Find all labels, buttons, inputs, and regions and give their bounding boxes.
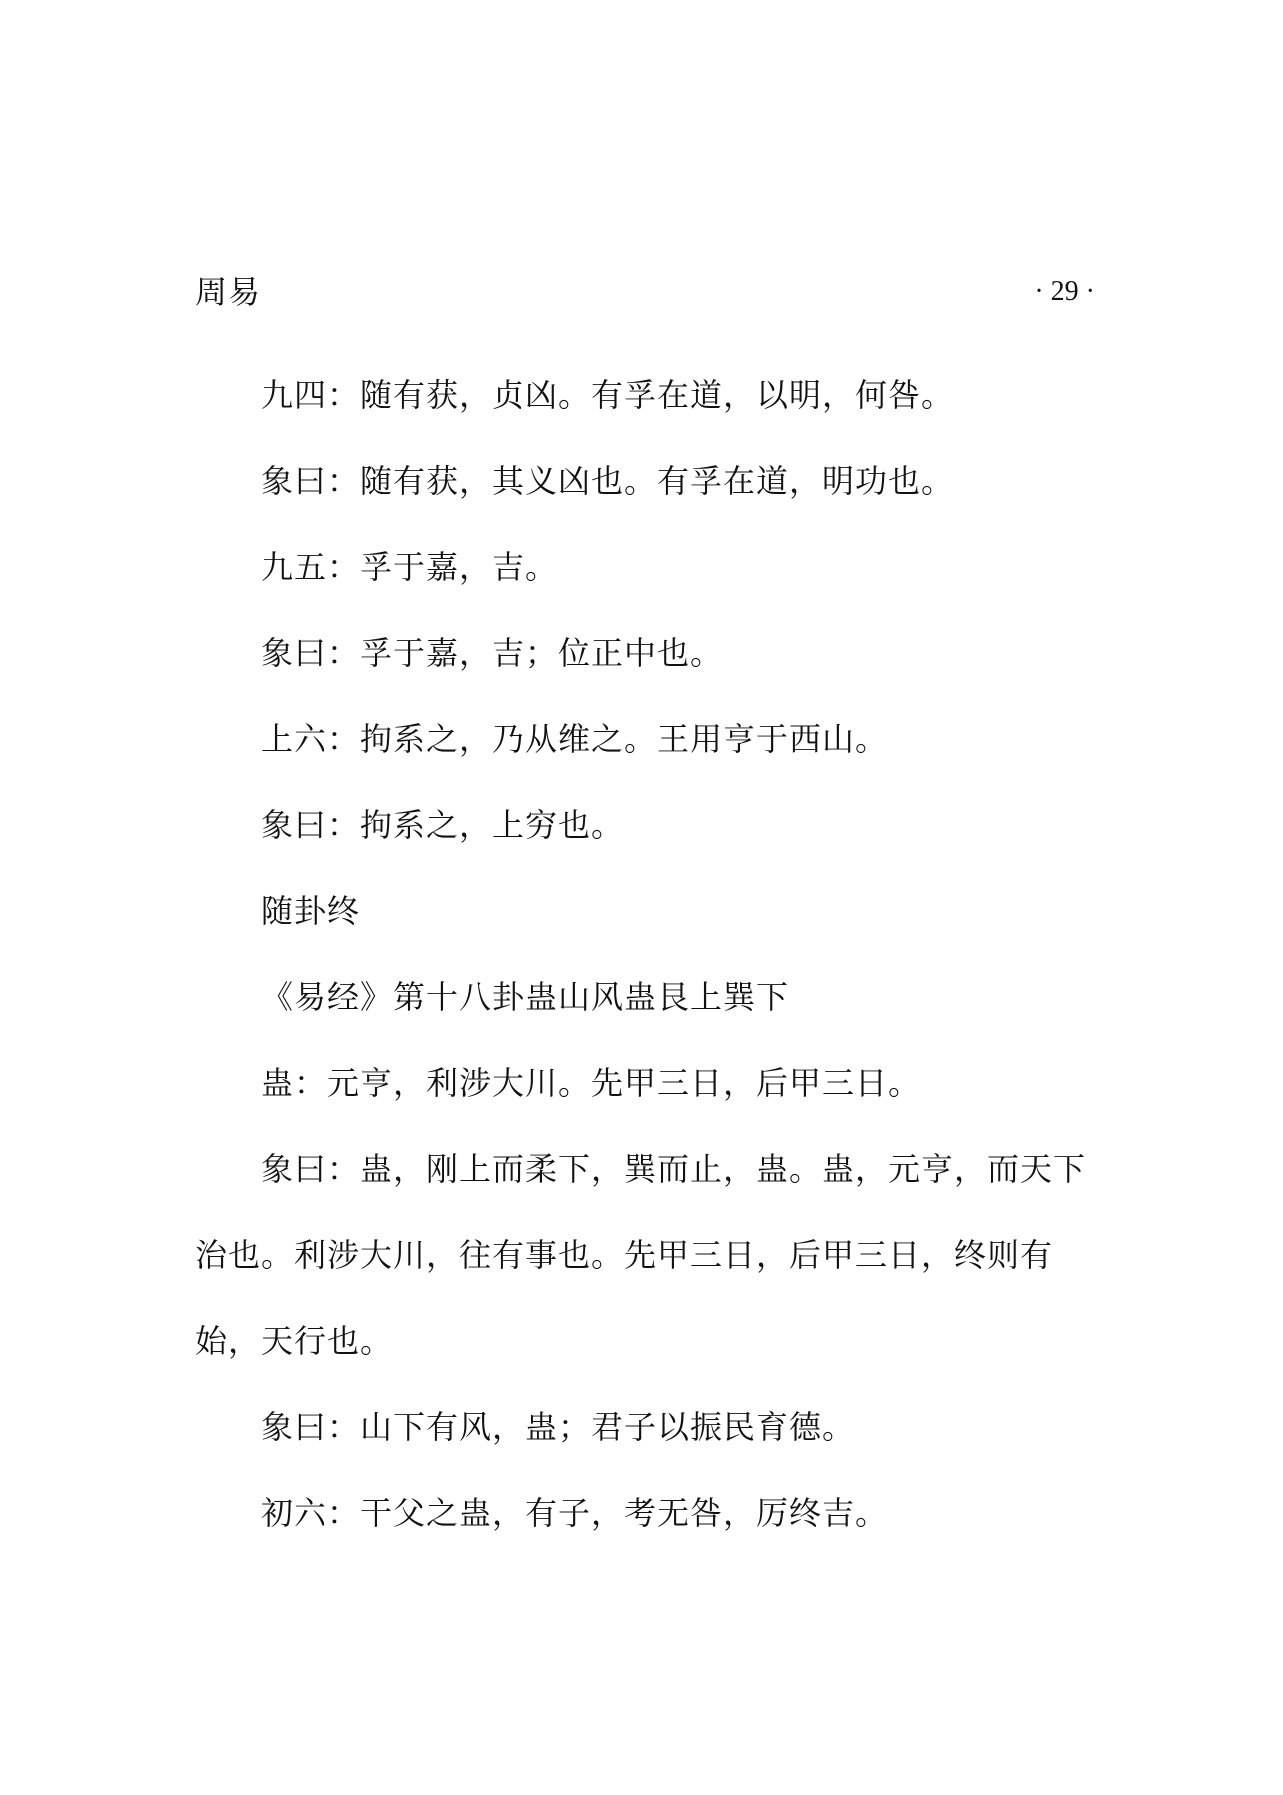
paragraph: 九五：孚于嘉，吉。 bbox=[261, 548, 559, 586]
running-header bbox=[195, 268, 1095, 316]
paragraph: 象曰：蛊，刚上而柔下，巽而止，蛊。蛊，元亨，而天下治也。利涉大川，往有事也。先甲三日，后甲三日，终则有始，天行也。 bbox=[195, 1150, 1087, 1360]
paragraph: 象曰：拘系之，上穷也。 bbox=[261, 806, 625, 844]
section-end-note: 随卦终 bbox=[261, 892, 361, 930]
chapter-heading: 《易经》第十八卦蛊山风蛊艮上巽下 bbox=[261, 978, 790, 1016]
paragraph: 象曰：孚于嘉，吉；位正中也。 bbox=[261, 634, 724, 672]
paragraph: 九四：随有获，贞凶。有孚在道，以明，何咎。 bbox=[261, 376, 955, 414]
paragraph: 象曰：山下有风，蛊；君子以振民育德。 bbox=[261, 1408, 856, 1446]
paragraph: 初六：干父之蛊，有子，考无咎，厉终吉。 bbox=[261, 1494, 889, 1532]
paragraph: 象曰：随有获，其义凶也。有孚在道，明功也。 bbox=[261, 462, 955, 500]
book-title: 周易 bbox=[195, 273, 262, 311]
body-text bbox=[195, 352, 1105, 1556]
page-number: · 29 · bbox=[1034, 276, 1095, 307]
paragraph: 蛊：元亨，利涉大川。先甲三日，后甲三日。 bbox=[261, 1064, 922, 1102]
paragraph: 上六：拘系之，乃从维之。王用亨于西山。 bbox=[261, 720, 889, 758]
